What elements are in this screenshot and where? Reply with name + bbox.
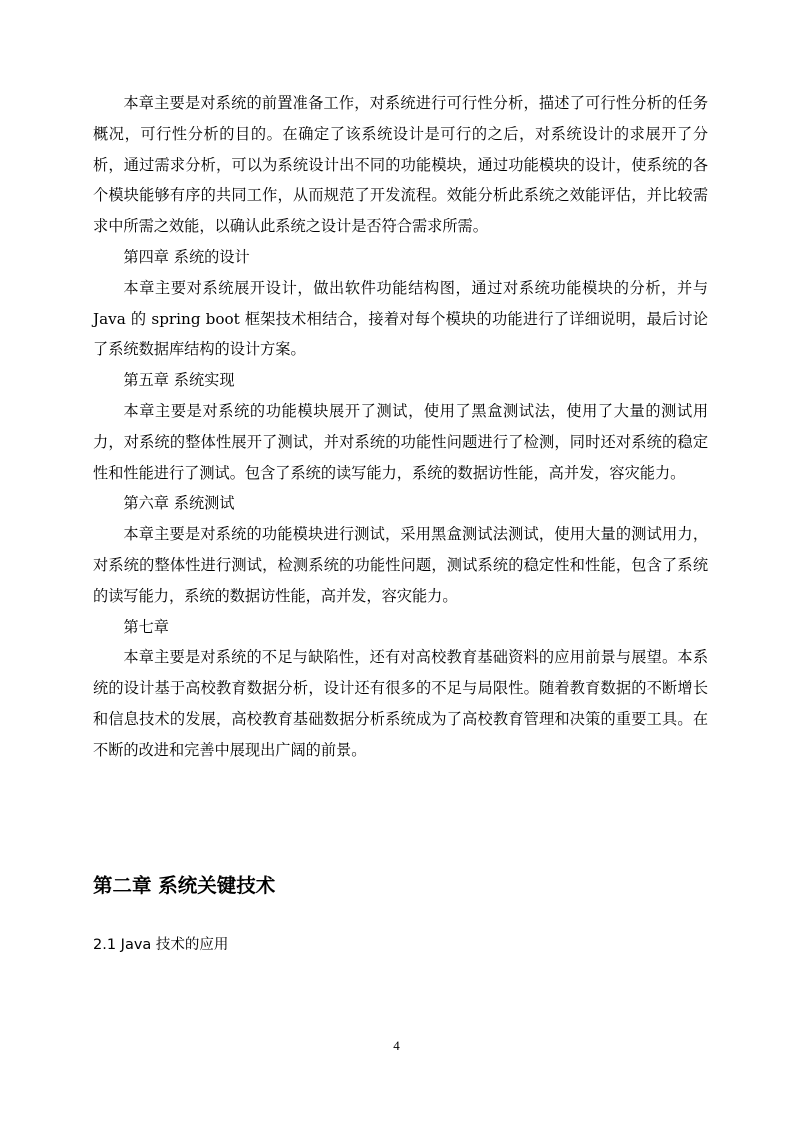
section-2-1-heading: 2.1 Java 技术的应用: [93, 937, 229, 953]
paragraph-chapter-seven-summary: 本章主要是对系统的不足与缺陷性，还有对高校教育基础资料的应用前景与展望。本系统的设计基于高校教育数据分析，设计还有很多的不足与局限性。随着教育数据的不断增长和信息技术的发展，高校教育基础数据分析系统成为了高校教育管理和决策的重要工具。在不断的改进和完善中展现出广阔的前景。: [93, 648, 708, 759]
chapter-five-title: 第五章 系统实现: [123, 371, 235, 390]
chapter-two-heading: 第二章 系统关键技术: [93, 874, 276, 897]
chapter-six-title: 第六章 系统测试: [123, 494, 235, 513]
paragraph-chapter-three-summary: 本章主要是对系统的前置准备工作，对系统进行可行性分析，描述了可行性分析的任务概况，可行性分析的目的。在确定了该系统设计是可行的之后，对系统设计的求展开了分析，通过需求分析，可以为系统设计出不同的功能模块，通过功能模块的设计，使系统的各个模块能够有序的共同工作，从而规范了开发流程。效能分析此系统之效能评估，并比较需求中所需之效能，以确认此系统之设计是否符合需求所需。: [93, 94, 708, 236]
paragraph-chapter-six-summary: 本章主要是对系统的功能模块进行测试，采用黑盒测试法测试，使用大量的测试用力，对系统的整体性进行测试，检测系统的功能性问题，测试系统的稳定性和性能，包含了系统的读写能力，系统的数据访性能，高并发，容灾能力。: [93, 525, 708, 605]
chapter-seven-title: 第七章: [123, 617, 169, 636]
paragraph-chapter-four-summary: 本章主要对系统展开设计，做出软件功能结构图，通过对系统功能模块的分析，并与 Java 的 spring boot 框架技术相结合，接着对每个模块的功能进行了详细说明，最后讨论了系统数据库结构的设计方案。: [93, 278, 708, 359]
page-number: 4: [393, 1038, 400, 1053]
chapter-four-title: 第四章 系统的设计: [123, 247, 250, 266]
paragraph-chapter-five-summary: 本章主要是对系统的功能模块展开了测试，使用了黑盒测试法，使用了大量的测试用力，对系统的整体性展开了测试，并对系统的功能性问题进行了检测，同时还对系统的稳定性和性能进行了测试。包含了系统的读写能力，系统的数据访性能，高并发，容灾能力。: [93, 401, 708, 482]
body-text-block: [93, 88, 708, 766]
